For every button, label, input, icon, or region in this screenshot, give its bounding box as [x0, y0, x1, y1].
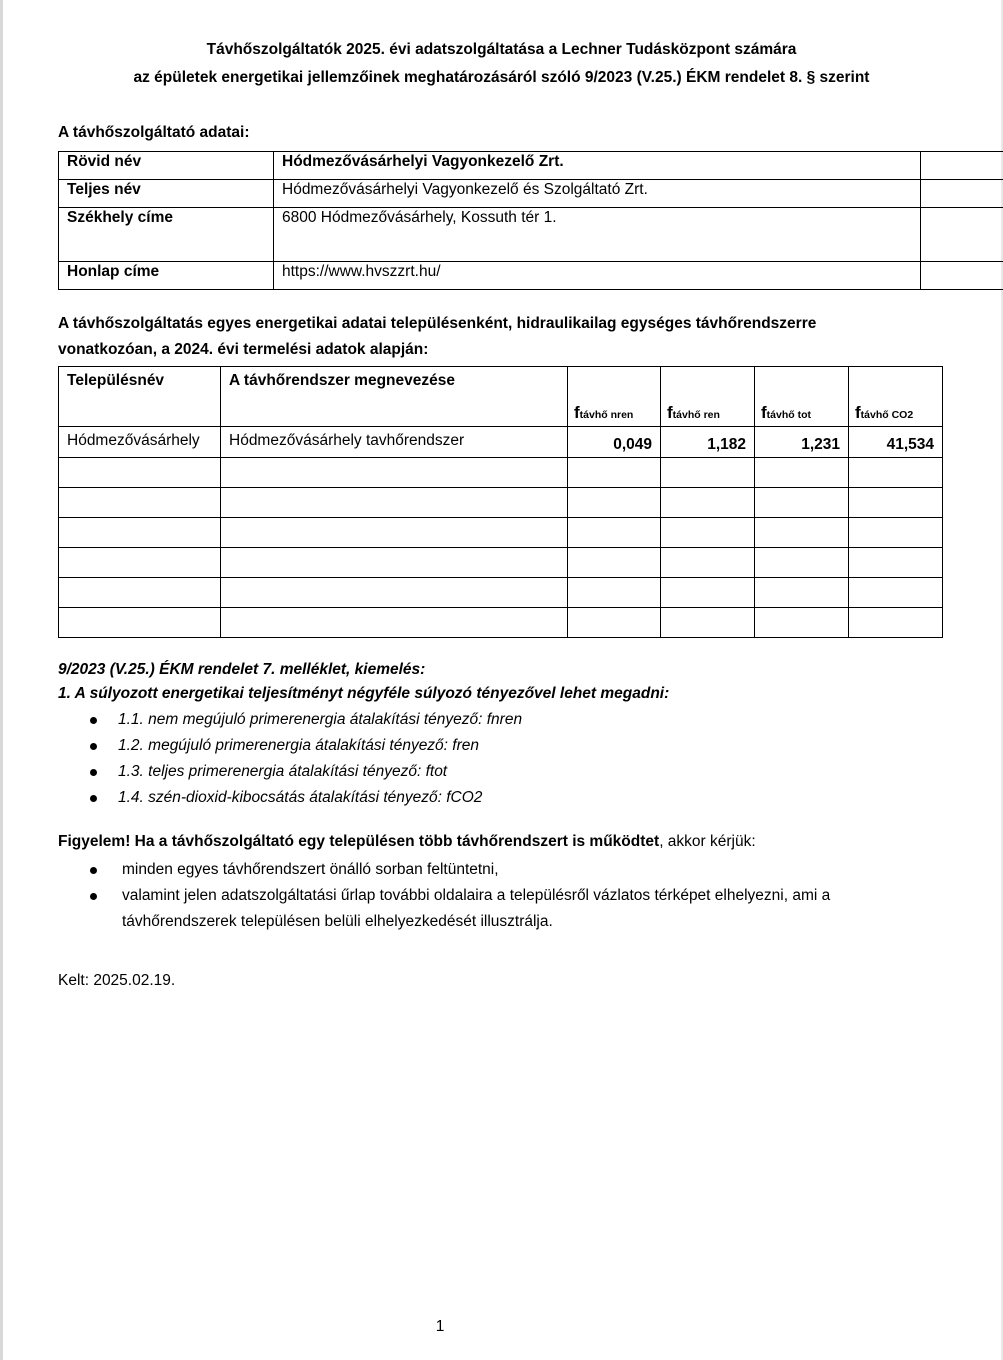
- header-f-nren: [568, 367, 661, 427]
- table-row: [59, 608, 943, 638]
- table-row: [59, 180, 1003, 208]
- provider-value: Hódmezővásárhelyi Vagyonkezelő Zrt.: [274, 152, 921, 180]
- factor-subscript: távhő nren: [579, 409, 634, 421]
- energy-heading-line1: A távhőszolgáltatás egyes energetikai adatai településenként, hidraulikailag egységes távhőrendszerre: [58, 315, 817, 332]
- empty-cell: [59, 548, 221, 578]
- page-edge: [0, 0, 3, 1360]
- provider-label: Székhely címe: [59, 208, 274, 262]
- empty-cell: [755, 578, 849, 608]
- empty-cell: [921, 180, 1003, 208]
- empty-cell: [568, 578, 661, 608]
- list-item: valamint jelen adatszolgáltatási űrlap további oldalaira a településről vázlatos térképet elhelyezni, ami a távhőrendszerek településen belüli elhelyezkedését illusztrálja.: [90, 883, 920, 935]
- empty-cell: [221, 548, 568, 578]
- empty-cell: [221, 458, 568, 488]
- warning-rest: , akkor kérjük:: [659, 833, 756, 850]
- empty-cell: [59, 488, 221, 518]
- factor-symbol: f: [667, 403, 673, 422]
- empty-cell: [661, 548, 755, 578]
- header-f-tot: [755, 367, 849, 427]
- factor-symbol: f: [855, 403, 861, 422]
- energy-table: [58, 366, 943, 638]
- empty-cell: [849, 488, 943, 518]
- empty-cell: [59, 518, 221, 548]
- list-item: 1.2. megújuló primerenergia átalakítási tényező: fren: [90, 733, 522, 759]
- empty-cell: [568, 488, 661, 518]
- settlement-cell: Hódmezővásárhely: [59, 427, 221, 458]
- provider-heading: A távhőszolgáltató adatai:: [58, 124, 250, 141]
- table-row: [59, 518, 943, 548]
- header-settlement: Településnév: [59, 367, 221, 427]
- system-name-cell: Hódmezővásárhely tavhőrendszer: [221, 427, 568, 458]
- table-row: [59, 208, 1003, 262]
- regulation-list: [90, 707, 522, 811]
- empty-cell: [59, 608, 221, 638]
- table-row: [59, 152, 1003, 180]
- empty-cell: [568, 548, 661, 578]
- factor-subscript: távhő CO2: [860, 409, 914, 421]
- tot-cell: 1,231: [755, 427, 849, 458]
- empty-cell: [849, 578, 943, 608]
- factor-subscript: távhő tot: [766, 409, 811, 421]
- document-title-line1: Távhőszolgáltatók 2025. évi adatszolgáltatása a Lechner Tudásközpont számára: [206, 41, 797, 58]
- provider-value: https://www.hvszzrt.hu/: [274, 262, 921, 290]
- provider-value: Hódmezővásárhelyi Vagyonkezelő és Szolgáltató Zrt.: [274, 180, 921, 208]
- empty-cell: [755, 488, 849, 518]
- empty-cell: [921, 262, 1003, 290]
- provider-label: Teljes név: [59, 180, 274, 208]
- table-row: [59, 427, 943, 458]
- warning-bold: Figyelem! Ha a távhőszolgáltató egy településen több távhőrendszert is működtet: [58, 833, 660, 850]
- factor-subscript: távhő ren: [672, 409, 720, 421]
- factor-symbol: f: [574, 403, 580, 422]
- empty-cell: [661, 578, 755, 608]
- list-item: 1.4. szén-dioxid-kibocsátás átalakítási tényező: fCO2: [90, 785, 522, 811]
- header-system-name: A távhőrendszer megnevezése: [221, 367, 568, 427]
- empty-cell: [849, 458, 943, 488]
- nren-cell: 0,049: [568, 427, 661, 458]
- document-title-line2: az épületek energetikai jellemzőinek meghatározásáról szóló 9/2023 (V.25.) ÉKM rendelet 8. § szerint: [133, 69, 870, 86]
- regulation-point: 1. A súlyozott energetikai teljesítményt négyféle súlyozó tényezővel lehet megadni:: [58, 685, 670, 702]
- empty-cell: [661, 488, 755, 518]
- empty-cell: [755, 518, 849, 548]
- list-item: 1.1. nem megújuló primerenergia átalakítási tényező: fnren: [90, 707, 522, 733]
- empty-cell: [755, 608, 849, 638]
- list-item: minden egyes távhőrendszert önálló sorban feltüntetni,: [90, 857, 920, 883]
- empty-cell: [921, 152, 1003, 180]
- ren-cell: 1,182: [661, 427, 755, 458]
- empty-cell: [221, 518, 568, 548]
- empty-cell: [755, 548, 849, 578]
- provider-label: Honlap címe: [59, 262, 274, 290]
- empty-cell: [849, 518, 943, 548]
- provider-value: 6800 Hódmezővásárhely, Kossuth tér 1.: [274, 208, 921, 262]
- co2-cell: 41,534: [849, 427, 943, 458]
- empty-cell: [661, 608, 755, 638]
- table-row: [59, 548, 943, 578]
- table-row: [59, 458, 943, 488]
- empty-cell: [221, 608, 568, 638]
- warning-paragraph: [58, 833, 756, 851]
- empty-cell: [221, 578, 568, 608]
- empty-cell: [849, 548, 943, 578]
- energy-heading-line2: vonatkozóan, a 2024. évi termelési adatok alapján:: [58, 341, 429, 358]
- provider-table: [58, 151, 1003, 290]
- empty-cell: [59, 578, 221, 608]
- empty-cell: [568, 608, 661, 638]
- empty-cell: [221, 488, 568, 518]
- empty-cell: [849, 608, 943, 638]
- factor-symbol: f: [761, 403, 767, 422]
- table-row: [59, 488, 943, 518]
- table-row: [59, 578, 943, 608]
- table-row: [59, 262, 1003, 290]
- empty-cell: [921, 208, 1003, 262]
- warning-list: [90, 857, 920, 935]
- header-f-ren: [661, 367, 755, 427]
- header-f-co2: [849, 367, 943, 427]
- table-header-row: [59, 367, 943, 427]
- empty-cell: [661, 518, 755, 548]
- empty-cell: [568, 458, 661, 488]
- list-item: 1.3. teljes primerenergia átalakítási tényező: ftot: [90, 759, 522, 785]
- page-number: 1: [435, 1318, 445, 1335]
- empty-cell: [59, 458, 221, 488]
- empty-cell: [661, 458, 755, 488]
- empty-cell: [568, 518, 661, 548]
- provider-label: Rövid név: [59, 152, 274, 180]
- date-line: Kelt: 2025.02.19.: [58, 972, 176, 989]
- empty-cell: [755, 458, 849, 488]
- regulation-heading: 9/2023 (V.25.) ÉKM rendelet 7. melléklet, kiemelés:: [58, 661, 426, 678]
